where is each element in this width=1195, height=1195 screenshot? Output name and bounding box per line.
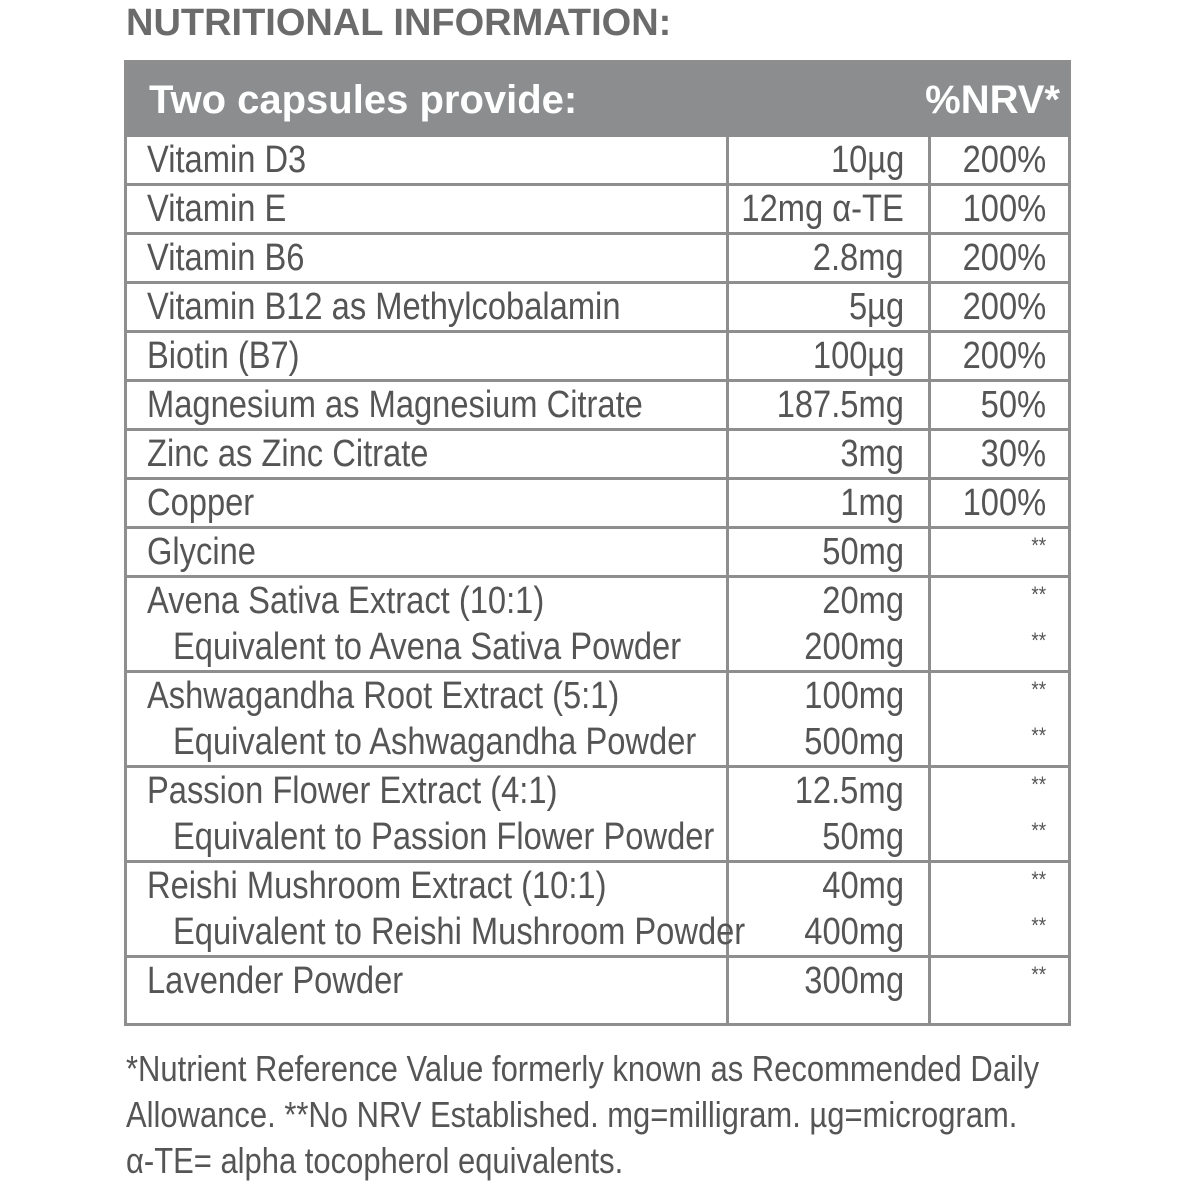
nutrient-amount: 12.5mg	[794, 770, 904, 812]
table-row-group	[127, 333, 1068, 382]
table-row	[127, 382, 1068, 428]
nutrient-amount: 200mg	[804, 626, 904, 668]
table-row	[127, 480, 1068, 526]
table-row	[127, 284, 1068, 330]
nutrient-nrv: **	[1031, 867, 1046, 892]
table-row	[127, 137, 1068, 183]
nutrient-name: Glycine	[147, 531, 256, 573]
nutrient-amount: 100µg	[812, 335, 904, 377]
nutrient-amount: 2.8mg	[813, 237, 904, 279]
nutrient-name: Lavender Powder	[147, 960, 404, 1002]
nutrient-name: Equivalent to Avena Sativa Powder	[173, 626, 682, 668]
nutrient-nrv: 200%	[962, 286, 1046, 328]
nutrient-amount: 3mg	[840, 433, 904, 475]
nutrient-amount: 300mg	[804, 960, 904, 1002]
nutrient-name: Magnesium as Magnesium Citrate	[147, 384, 643, 426]
footnote-line: α-TE= alpha tocopherol equivalents.	[126, 1140, 624, 1181]
table-row-group	[127, 382, 1068, 431]
page-title: NUTRITIONAL INFORMATION:	[126, 2, 672, 44]
nutrient-nrv: 200%	[962, 335, 1046, 377]
nutrient-name: Vitamin B6	[147, 237, 305, 279]
table-row-group	[127, 578, 1068, 673]
nutrient-nrv: **	[1031, 818, 1046, 843]
nutrient-nrv: 50%	[980, 384, 1046, 426]
table-row-group	[127, 137, 1068, 186]
nutrient-name: Equivalent to Ashwagandha Powder	[173, 721, 697, 763]
footnote-line: *Nutrient Reference Value formerly known as Recommended Daily	[126, 1048, 1040, 1089]
table-row	[127, 909, 1068, 955]
nutrient-name: Ashwagandha Root Extract (5:1)	[147, 675, 620, 717]
nutrient-amount: 12mg α-TE	[741, 188, 904, 230]
footnote	[126, 1046, 1086, 1184]
nutrient-amount: 50mg	[822, 816, 904, 858]
table-row	[127, 958, 1068, 1004]
header-label: Two capsules provide:	[149, 78, 578, 122]
table-body	[127, 137, 1068, 1004]
table-row	[127, 333, 1068, 379]
nutrient-amount: 10µg	[830, 139, 904, 181]
nutrient-nrv: **	[1031, 677, 1046, 702]
table-row	[127, 186, 1068, 232]
table-row	[127, 768, 1068, 814]
table-row-group	[127, 768, 1068, 863]
table-row	[127, 431, 1068, 477]
nutrient-amount: 500mg	[804, 721, 904, 763]
table-row-group	[127, 284, 1068, 333]
nutrient-nrv: 200%	[962, 237, 1046, 279]
table-row-group	[127, 480, 1068, 529]
table-row-group	[127, 958, 1068, 1004]
nutrient-nrv: **	[1031, 962, 1046, 987]
nutrient-name: Equivalent to Reishi Mushroom Powder	[173, 911, 746, 953]
nutrient-name: Avena Sativa Extract (10:1)	[147, 580, 545, 622]
table-row	[127, 578, 1068, 624]
nutrient-name: Vitamin B12 as Methylcobalamin	[147, 286, 621, 328]
nutrient-amount: 1mg	[840, 482, 904, 524]
nutrient-nrv: 30%	[980, 433, 1046, 475]
nutrient-name: Copper	[147, 482, 255, 524]
footnote-line: Allowance. **No NRV Established. mg=milligram. µg=microgram.	[126, 1094, 1018, 1135]
nutrient-nrv: **	[1031, 533, 1046, 558]
table-row-group	[127, 431, 1068, 480]
table-row	[127, 719, 1068, 765]
nutrient-nrv: **	[1031, 628, 1046, 653]
nutrient-nrv: **	[1031, 723, 1046, 748]
table-row-group	[127, 235, 1068, 284]
table-row-group	[127, 186, 1068, 235]
nutrient-name: Vitamin E	[147, 188, 287, 230]
nutrient-nrv: **	[1031, 913, 1046, 938]
nutrient-amount: 400mg	[804, 911, 904, 953]
table-row	[127, 235, 1068, 281]
nutrient-amount: 40mg	[822, 865, 904, 907]
table-row-group	[127, 673, 1068, 768]
nutrient-nrv: 200%	[962, 139, 1046, 181]
nutrient-nrv: 100%	[962, 188, 1046, 230]
table-row	[127, 673, 1068, 719]
nutrient-name: Biotin (B7)	[147, 335, 300, 377]
nutrient-nrv: 100%	[962, 482, 1046, 524]
nutrient-nrv: **	[1031, 582, 1046, 607]
nutrient-name: Passion Flower Extract (4:1)	[147, 770, 558, 812]
nutrient-amount: 187.5mg	[776, 384, 904, 426]
table-row-group	[127, 863, 1068, 958]
nutrient-amount: 20mg	[822, 580, 904, 622]
nutrient-name: Reishi Mushroom Extract (10:1)	[147, 865, 607, 907]
nutrient-name: Vitamin D3	[147, 139, 307, 181]
nutrient-amount: 100mg	[804, 675, 904, 717]
nutrient-amount: 5µg	[848, 286, 904, 328]
table-row	[127, 863, 1068, 909]
table-row	[127, 529, 1068, 575]
nutrient-nrv: **	[1031, 772, 1046, 797]
nutrition-table	[124, 60, 1071, 1026]
nutrient-name: Zinc as Zinc Citrate	[147, 433, 429, 475]
table-row-group	[127, 529, 1068, 578]
header-nrv: %NRV*	[925, 78, 1060, 122]
nutrient-name: Equivalent to Passion Flower Powder	[173, 816, 715, 858]
nutrient-amount: 50mg	[822, 531, 904, 573]
table-row	[127, 814, 1068, 860]
table-row	[127, 624, 1068, 670]
table-header	[127, 63, 1068, 137]
